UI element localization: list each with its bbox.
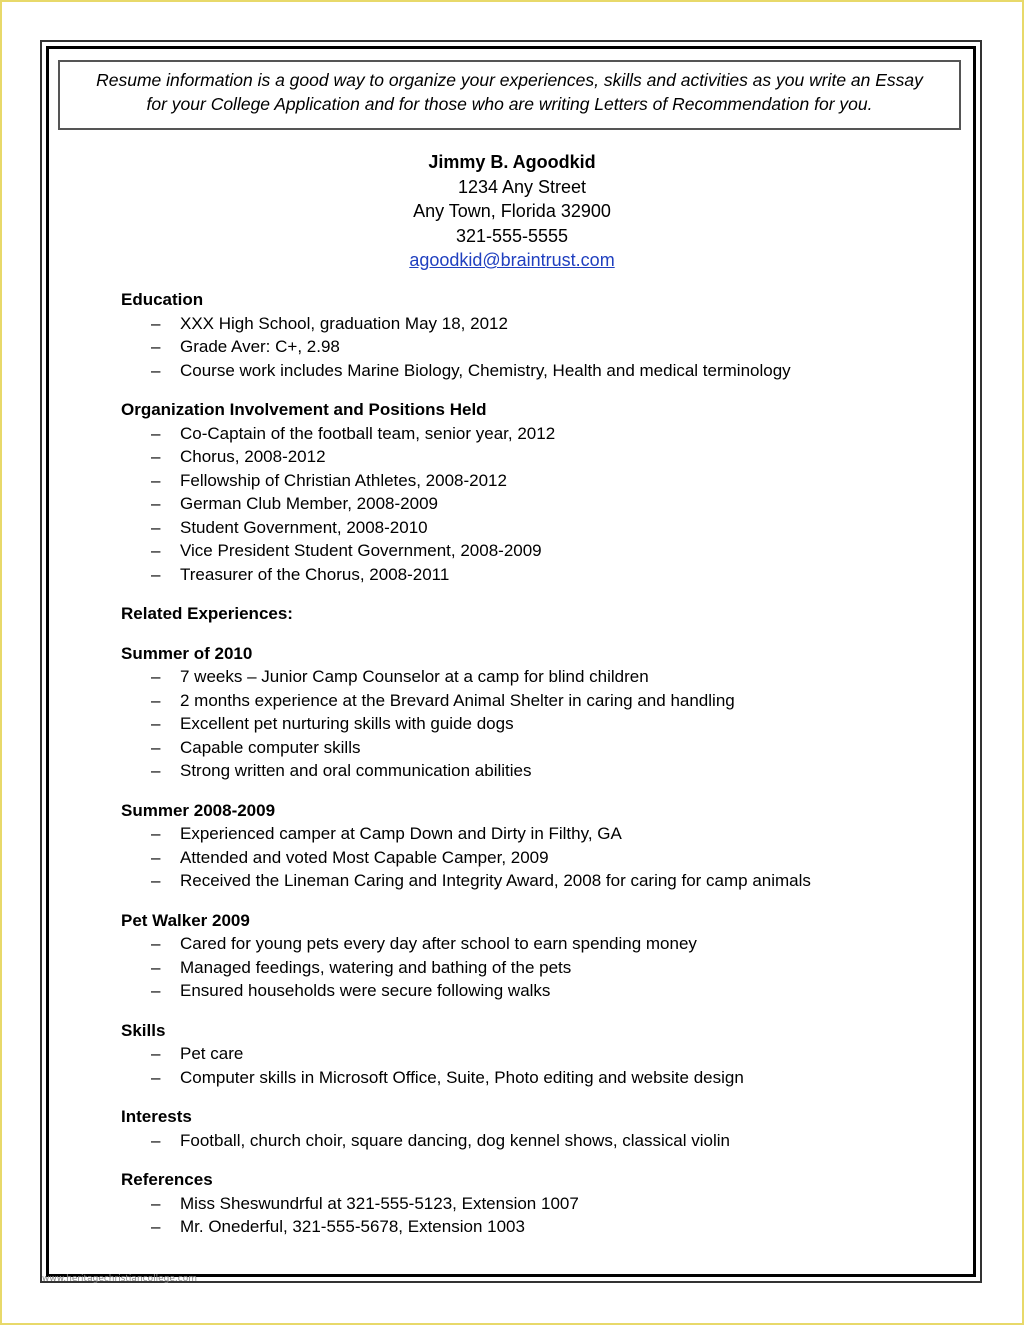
dash-bullet-icon: – xyxy=(151,981,161,1000)
section-title: Education xyxy=(121,290,204,309)
resume-section xyxy=(121,909,921,1003)
contact-city: Any Town, Florida 32900 xyxy=(413,201,611,221)
list-item xyxy=(121,712,921,736)
dash-bullet-icon: – xyxy=(151,494,161,513)
list-item-text: Excellent pet nurturing skills with guide dogs xyxy=(180,714,514,733)
section-list xyxy=(121,932,921,1003)
section-list xyxy=(121,822,921,893)
section-list xyxy=(121,1192,921,1239)
dash-bullet-icon: – xyxy=(151,447,161,466)
section-list xyxy=(121,422,921,587)
section-title: Related Experiences: xyxy=(121,604,293,623)
dash-bullet-icon: – xyxy=(151,1217,161,1236)
section-title: Organization Involvement and Positions Held xyxy=(121,400,487,419)
contact-name: Jimmy B. Agoodkid xyxy=(428,152,596,172)
list-item xyxy=(121,445,921,469)
list-item-text: Strong written and oral communication abilities xyxy=(180,761,532,780)
contact-street: 1234 Any Street xyxy=(457,176,587,197)
list-item-text: Cared for young pets every day after school to earn spending money xyxy=(180,934,697,953)
list-item-text: Fellowship of Christian Athletes, 2008-2012 xyxy=(180,470,507,490)
contact-phone: 321-555-5555 xyxy=(455,225,569,246)
list-item xyxy=(121,932,921,956)
resume-section xyxy=(121,288,921,382)
section-title: Summer 2008-2009 xyxy=(121,800,276,820)
resume-section xyxy=(121,602,921,626)
resume-section xyxy=(121,398,921,586)
dash-bullet-icon: – xyxy=(151,423,161,443)
list-item-text: Grade Aver: C+, 2.98 xyxy=(180,337,340,356)
list-item xyxy=(121,1129,921,1153)
dash-bullet-icon: – xyxy=(151,1044,161,1063)
dash-bullet-icon: – xyxy=(151,564,161,584)
list-item xyxy=(121,516,921,540)
dash-bullet-icon: – xyxy=(151,470,161,490)
dash-bullet-icon: – xyxy=(151,957,161,977)
dash-bullet-icon: – xyxy=(151,847,161,867)
section-list xyxy=(121,1042,921,1089)
list-item xyxy=(121,846,921,870)
list-item-text: Chorus, 2008-2012 xyxy=(180,447,326,466)
list-item-text: German Club Member, 2008-2009 xyxy=(180,494,438,513)
section-list xyxy=(121,312,921,383)
list-item xyxy=(121,956,921,980)
list-item xyxy=(121,1192,921,1216)
intro-line-1: Resume information is a good way to organize your experiences, skills and activities as you write an Essay xyxy=(96,70,923,90)
list-item xyxy=(121,665,921,689)
dash-bullet-icon: – xyxy=(151,737,161,757)
list-item-text: 7 weeks – Junior Camp Counselor at a camp for blind children xyxy=(180,667,649,686)
dash-bullet-icon: – xyxy=(151,517,161,537)
list-item-text: Managed feedings, watering and bathing of the pets xyxy=(180,957,572,977)
list-item xyxy=(121,1066,921,1090)
list-item xyxy=(121,335,921,359)
dash-bullet-icon: – xyxy=(151,1193,161,1213)
section-list xyxy=(121,1129,921,1153)
resume-section xyxy=(121,1105,921,1152)
section-title: Skills xyxy=(121,1020,166,1040)
intro-box xyxy=(58,60,961,130)
section-title: References xyxy=(121,1170,213,1189)
section-title: Interests xyxy=(121,1107,192,1126)
list-item-text: Computer skills in Microsoft Office, Suite, Photo editing and website design xyxy=(180,1067,744,1087)
dash-bullet-icon: – xyxy=(151,313,161,333)
watermark-text: www.heritagechristiancollege.com xyxy=(42,1274,197,1284)
list-item xyxy=(121,312,921,336)
resume-section xyxy=(121,1019,921,1090)
intro-line-2: for your College Application and for those who are writing Letters of Recommendation for you. xyxy=(146,94,873,114)
dash-bullet-icon: – xyxy=(151,714,161,733)
list-item-text: Received the Lineman Caring and Integrity Award, 2008 for caring for camp animals xyxy=(180,871,811,890)
list-item-text: Mr. Onederful, 321-555-5678, Extension 1003 xyxy=(180,1217,525,1236)
list-item-text: Capable computer skills xyxy=(180,737,361,757)
list-item-text: Miss Sheswundrful at 321-555-5123, Extension 1007 xyxy=(180,1193,579,1213)
list-item-text: Experienced camper at Camp Down and Dirty in Filthy, GA xyxy=(180,824,622,843)
resume-section xyxy=(121,1168,921,1239)
list-item-text: Attended and voted Most Capable Camper, 2009 xyxy=(180,847,549,867)
list-item-text: Pet care xyxy=(180,1044,244,1063)
resume-content xyxy=(121,288,921,1255)
list-item xyxy=(121,1215,921,1239)
list-item-text: 2 months experience at the Brevard Animal Shelter in caring and handling xyxy=(180,690,735,710)
dash-bullet-icon: – xyxy=(151,824,161,843)
list-item xyxy=(121,822,921,846)
list-item-text: XXX High School, graduation May 18, 2012 xyxy=(180,313,508,333)
resume-section xyxy=(121,642,921,783)
dash-bullet-icon: – xyxy=(151,690,161,710)
list-item-text: Co-Captain of the football team, senior year, 2012 xyxy=(180,423,556,443)
list-item xyxy=(121,736,921,760)
list-item xyxy=(121,689,921,713)
dash-bullet-icon: – xyxy=(151,541,161,560)
list-item xyxy=(121,539,921,563)
list-item xyxy=(121,492,921,516)
section-title: Summer of 2010 xyxy=(121,643,253,663)
dash-bullet-icon: – xyxy=(151,337,161,356)
section-list xyxy=(121,665,921,783)
list-item xyxy=(121,869,921,893)
contact-block xyxy=(0,150,1024,273)
list-item-text: Student Government, 2008-2010 xyxy=(180,517,428,537)
list-item xyxy=(121,422,921,446)
list-item-text: Treasurer of the Chorus, 2008-2011 xyxy=(180,564,450,584)
dash-bullet-icon: – xyxy=(151,360,161,380)
dash-bullet-icon: – xyxy=(151,1067,161,1087)
list-item-text: Ensured households were secure following walks xyxy=(180,981,551,1000)
dash-bullet-icon: – xyxy=(151,1130,161,1150)
dash-bullet-icon: – xyxy=(151,871,161,890)
list-item xyxy=(121,563,921,587)
list-item xyxy=(121,469,921,493)
dash-bullet-icon: – xyxy=(151,934,161,953)
section-title: Pet Walker 2009 xyxy=(121,910,250,930)
list-item xyxy=(121,359,921,383)
list-item xyxy=(121,1042,921,1066)
list-item xyxy=(121,979,921,1003)
list-item-text: Vice President Student Government, 2008-2009 xyxy=(180,541,542,560)
contact-email-link[interactable]: agoodkid@braintrust.com xyxy=(409,250,615,270)
dash-bullet-icon: – xyxy=(151,761,161,780)
list-item-text: Course work includes Marine Biology, Chemistry, Health and medical terminology xyxy=(180,360,791,380)
dash-bullet-icon: – xyxy=(151,667,161,686)
list-item-text: Football, church choir, square dancing, dog kennel shows, classical violin xyxy=(180,1130,730,1150)
list-item xyxy=(121,759,921,783)
resume-section xyxy=(121,799,921,893)
